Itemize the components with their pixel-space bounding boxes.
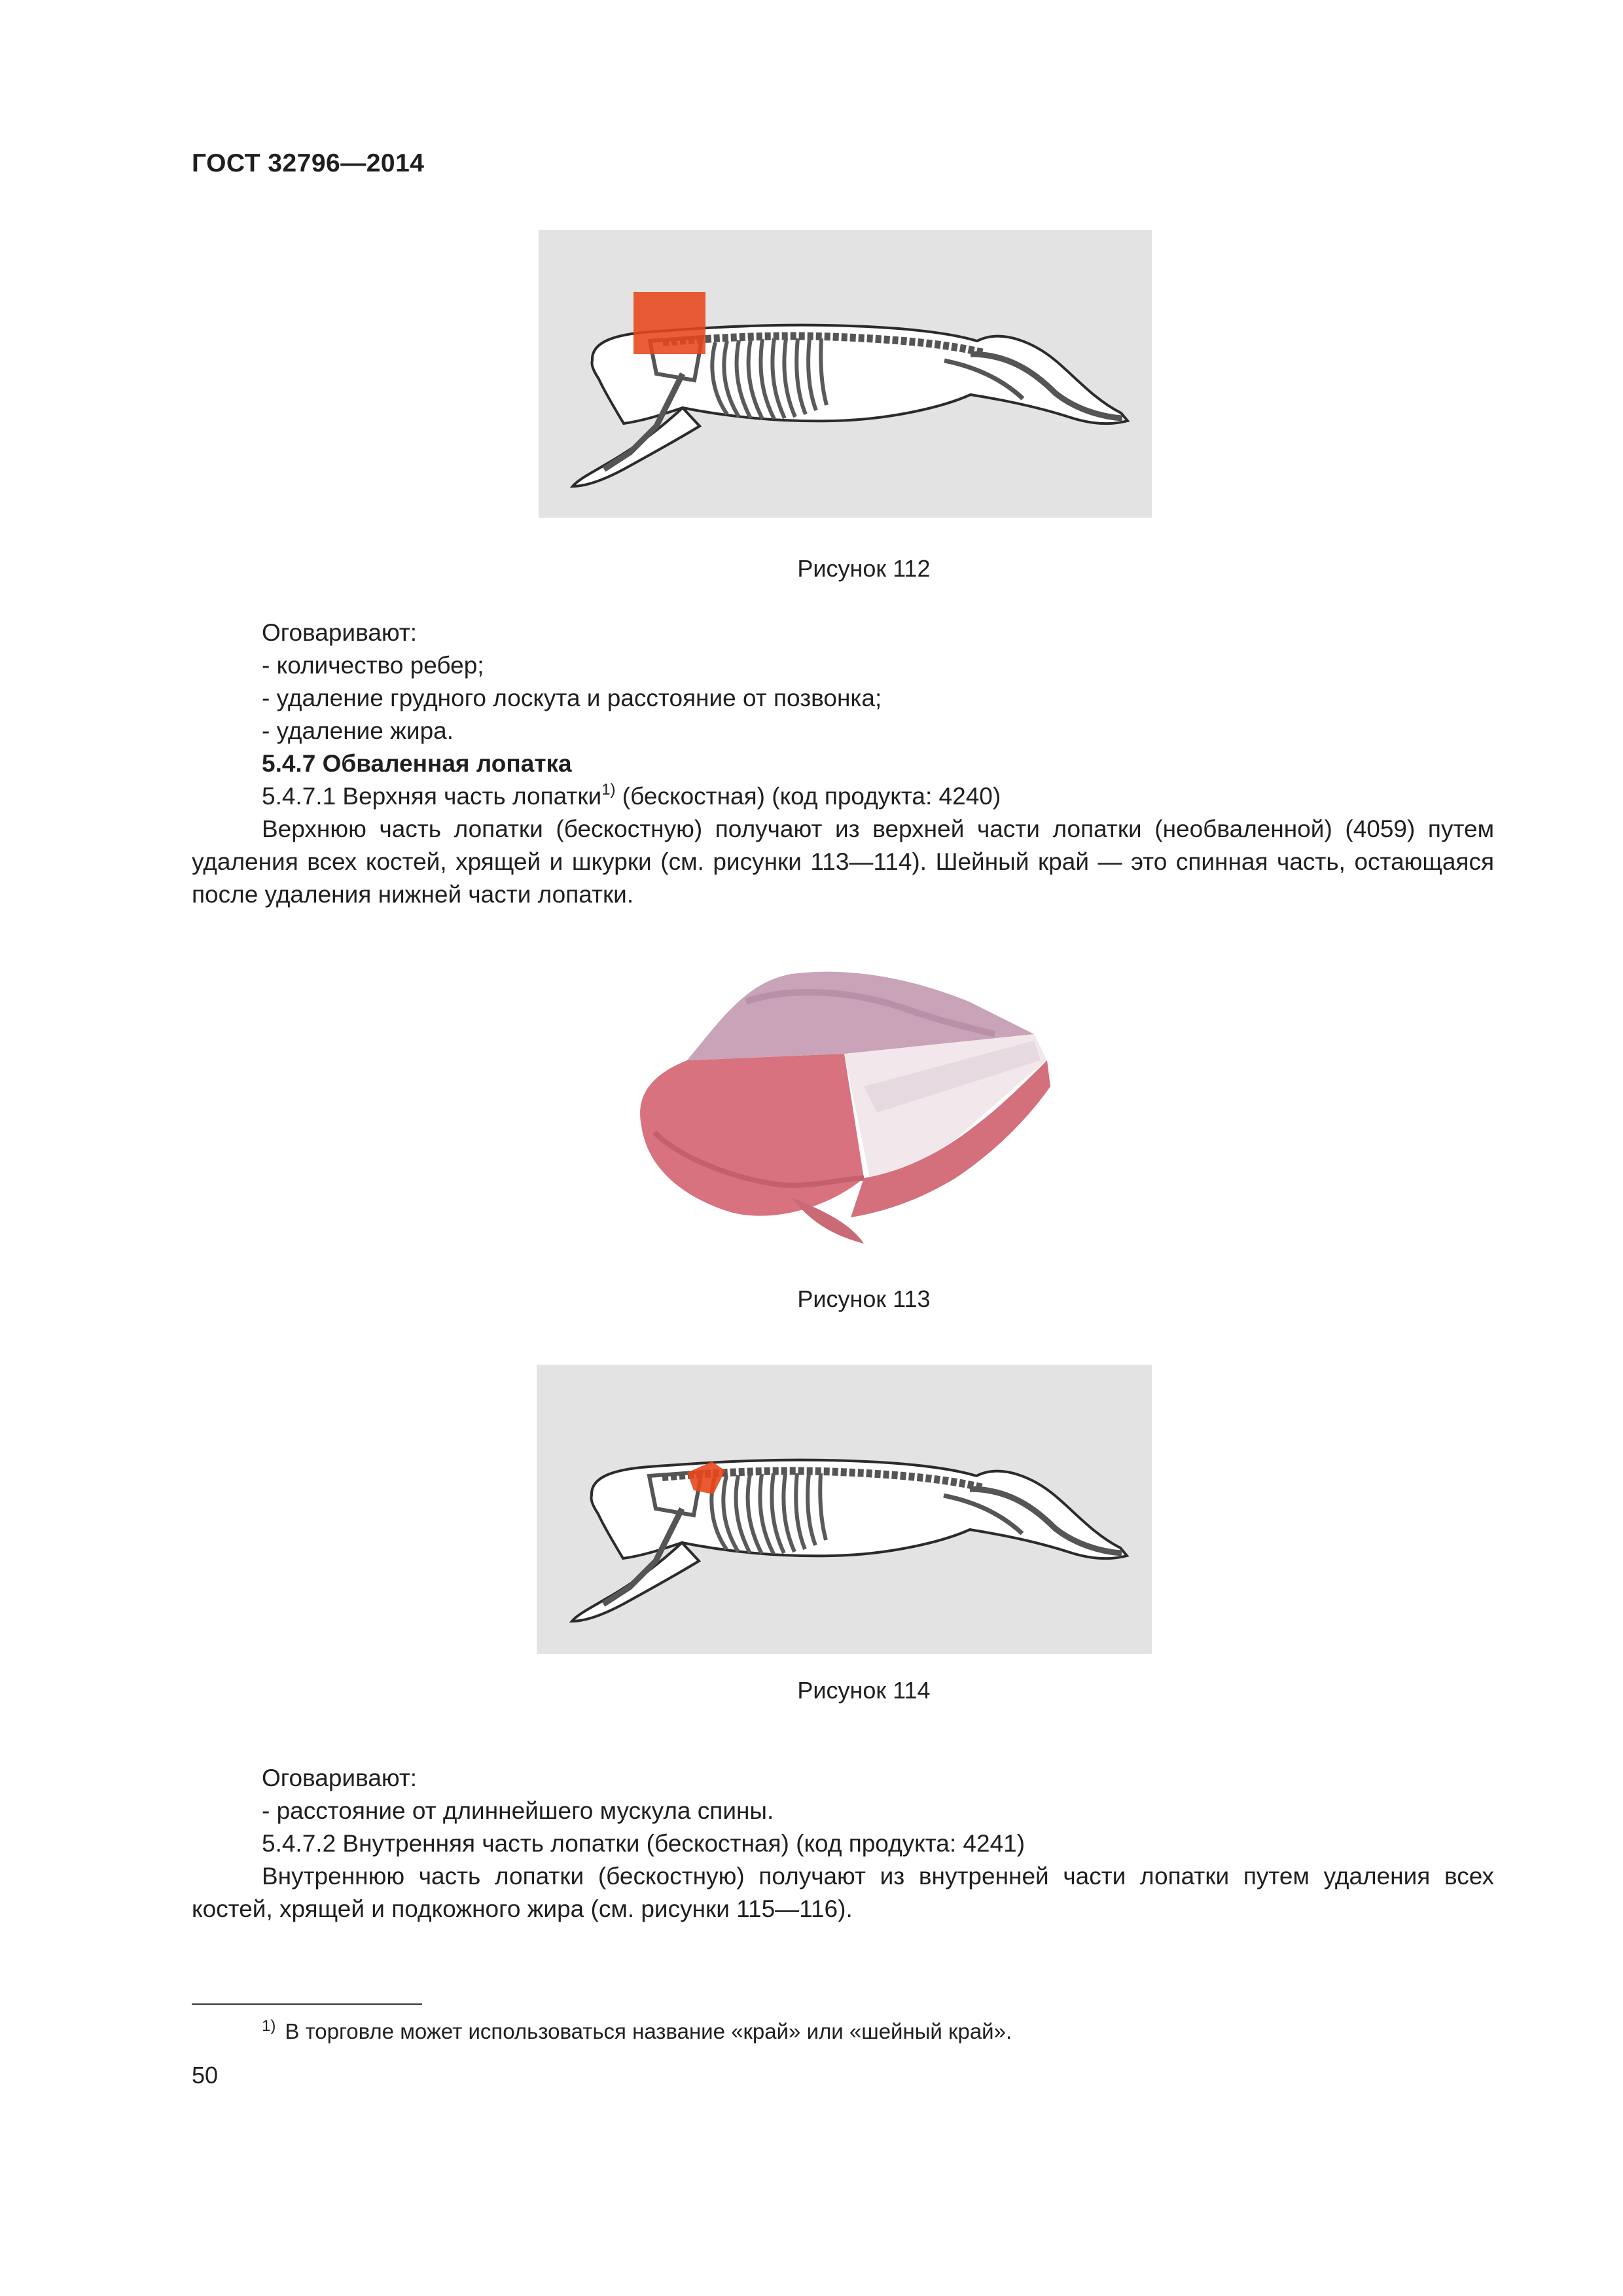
figure-113-meat-photo <box>628 962 1060 1250</box>
footnote-reference: 1) <box>601 781 616 798</box>
list-item: - расстояние от длиннейшего мускула спины. <box>262 1797 774 1824</box>
list-item: - удаление жира. <box>262 717 454 744</box>
paragraph: Внутреннюю часть лопатки (бескостную) получают из внутренней части лопатки путем удаления всех костей, хрящей и подкожного жира (см. рисунки 115—116). <box>192 1863 1494 1922</box>
section-heading: 5.4.7 Обваленная лопатка <box>262 750 572 777</box>
page-number: 50 <box>192 2062 219 2089</box>
footnote-divider <box>192 2003 422 2005</box>
highlight-region <box>633 292 705 354</box>
subsection-title: 5.4.7.1 Верхняя часть лопатки$^{1)}$ (бескостная) (код продукта: 4240) <box>262 781 1001 810</box>
figure-114-caption: Рисунок 114 <box>797 1677 931 1704</box>
section-5-4-7-2-text <box>192 1762 1494 1926</box>
paragraph: Верхнюю часть лопатки (бескостную) получают из верхней части лопатки (необваленной) (4059) путем удаления всех костей, хрящей и шкурки (см. рисунки 113—114). Шейный край — это спинная часть, остающаяся после удаления нижней части лопатки. <box>192 816 1494 908</box>
footnote <box>262 2019 1012 2044</box>
stipulate-label: Оговаривают: <box>262 619 418 646</box>
list-item: - удаление грудного лоскута и расстояние от позвонка; <box>262 685 882 711</box>
figure-113-caption: Рисунок 113 <box>797 1285 931 1312</box>
figure-114-carcass-diagram <box>537 1365 1152 1654</box>
subsection-title: 5.4.7.2 Внутренняя часть лопатки (бескостная) (код продукта: 4241) <box>262 1830 1026 1857</box>
footnote-mark: 1) <box>262 2017 276 2035</box>
section-5-4-7-text <box>192 617 1494 911</box>
figure-112-carcass-diagram <box>539 230 1152 518</box>
figure-112-caption: Рисунок 112 <box>797 555 931 582</box>
list-item: - количество ребер; <box>262 652 484 679</box>
footnote-text: В торговле может использоваться название «край» или «шейный край». <box>285 2019 1012 2043</box>
document-standard-id: ГОСТ 32796—2014 <box>192 149 425 177</box>
stipulate-label: Оговаривают: <box>262 1765 418 1791</box>
